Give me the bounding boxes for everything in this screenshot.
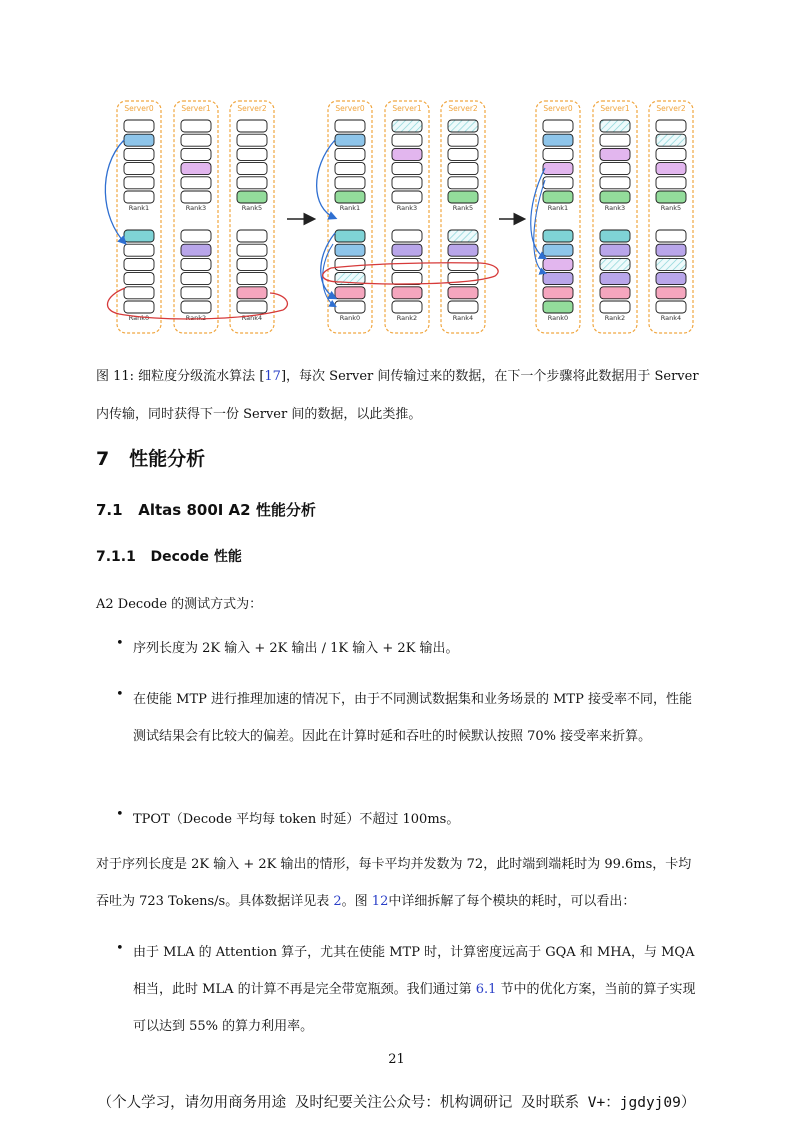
footer-note: （个人学习，请勿用商务用途 及时纪要关注公众号：机构调研记 及时联系 V+：jgdyj09） [97,1095,696,1111]
rank-buffer-cell [181,177,211,189]
rank-buffer-cell [656,134,686,146]
citation-link[interactable]: 17 [264,369,281,384]
bullet-marker: • [116,687,124,702]
rank-buffer-cell [600,163,630,175]
rank-buffer-cell [448,148,478,160]
rank-buffer-cell [656,273,686,285]
rank-label: Rank0 [128,314,150,323]
rank-buffer-cell [543,244,573,256]
rank-buffer-cell [392,163,422,175]
rank-buffer-cell [656,148,686,160]
server-label: Server1 [181,104,211,113]
rank-buffer-cell [600,244,630,256]
rank-buffer-cell [335,244,365,256]
rank-buffer-cell [543,120,573,132]
rank-buffer-cell [124,244,154,256]
rank-buffer-cell [124,287,154,299]
server-label: Server0 [124,104,154,113]
rank-buffer-cell [600,301,630,313]
rank-buffer-cell [181,273,211,285]
rank-buffer-cell [600,120,630,132]
rank-buffer-cell [237,258,267,270]
rank-label: Rank0 [339,314,361,323]
rank-buffer-cell [656,301,686,313]
rank-buffer-cell [181,120,211,132]
rank-buffer-cell [600,287,630,299]
rank-buffer-cell [181,287,211,299]
rank-buffer-cell [448,230,478,242]
rank-buffer-cell [448,177,478,189]
rank-buffer-cell [335,287,365,299]
rank-buffer-cell [124,301,154,313]
rank-buffer-cell [237,191,267,203]
rank-buffer-cell [237,301,267,313]
rank-buffer-cell [124,230,154,242]
rank-buffer-cell [392,177,422,189]
rank-buffer-cell [543,177,573,189]
server-label: Server2 [656,104,686,113]
rank-buffer-cell [392,301,422,313]
rank-buffer-cell [392,191,422,203]
section-heading: 7 性能分析 [96,448,206,470]
rank-buffer-cell [543,258,573,270]
rank-buffer-cell [237,273,267,285]
rank-buffer-cell [237,163,267,175]
rank-buffer-cell [392,134,422,146]
list-item: 序列长度为 2K 输入 + 2K 输出 / 1K 输入 + 2K 输出。 [133,641,459,656]
rank-buffer-cell [543,273,573,285]
figure-ref-link[interactable]: 12 [371,894,389,909]
server-label: Server0 [335,104,365,113]
server-label: Server1 [600,104,630,113]
rank-buffer-cell [543,287,573,299]
rank-label: Rank4 [241,314,263,323]
rank-buffer-cell [124,134,154,146]
rank-buffer-cell [237,287,267,299]
rank-buffer-cell [600,230,630,242]
rank-buffer-cell [181,191,211,203]
server-label: Server1 [392,104,422,113]
rank-buffer-cell [124,120,154,132]
rank-buffer-cell [124,258,154,270]
bullet-marker: • [116,807,124,822]
section-ref-link[interactable]: 6.1 [475,982,497,997]
rank-buffer-cell [124,191,154,203]
rank-buffer-cell [335,230,365,242]
rank-buffer-cell [237,134,267,146]
rank-buffer-cell [124,177,154,189]
rank-buffer-cell [448,287,478,299]
rank-buffer-cell [335,134,365,146]
table-ref-link[interactable]: 2 [333,894,342,909]
rank-buffer-cell [448,163,478,175]
rank-buffer-cell [600,273,630,285]
subsubsection-heading: 7.1.1 Decode 性能 [96,549,242,565]
rank-buffer-cell [335,120,365,132]
rank-buffer-cell [448,258,478,270]
rank-buffer-cell [656,120,686,132]
rank-buffer-cell [600,177,630,189]
transfer-arrow [317,140,335,218]
rank-label: Rank5 [241,204,263,213]
rank-buffer-cell [237,244,267,256]
transfer-arrow [105,140,125,243]
rank-buffer-cell [543,134,573,146]
rank-buffer-cell [543,163,573,175]
rank-buffer-cell [392,258,422,270]
rank-buffer-cell [335,258,365,270]
server-label: Server0 [543,104,573,113]
rank-buffer-cell [600,191,630,203]
rank-buffer-cell [181,148,211,160]
rank-label: Rank5 [660,204,682,213]
pipeline-figure [95,98,700,338]
rank-buffer-cell [600,258,630,270]
rank-buffer-cell [392,230,422,242]
rank-buffer-cell [448,120,478,132]
rank-label: Rank1 [339,204,361,213]
rank-label: Rank4 [660,314,682,323]
bullet-marker: • [116,636,124,651]
rank-buffer-cell [237,177,267,189]
rank-label: Rank3 [604,204,626,213]
rank-buffer-cell [181,244,211,256]
bullet-marker: • [116,941,124,956]
rank-buffer-cell [124,148,154,160]
rank-buffer-cell [543,148,573,160]
rank-buffer-cell [237,230,267,242]
list-item: TPOT（Decode 平均每 token 时延）不超过 100ms。 [133,812,460,827]
rank-label: Rank1 [128,204,150,213]
rank-label: Rank0 [547,314,569,323]
intro-paragraph: A2 Decode 的测试方式为： [96,597,263,612]
rank-label: Rank3 [185,204,207,213]
rank-buffer-cell [181,134,211,146]
page-number: 21 [388,1052,405,1067]
rank-label: Rank5 [452,204,474,213]
server-label: Server2 [448,104,478,113]
rank-buffer-cell [124,163,154,175]
rank-buffer-cell [181,230,211,242]
rank-label: Rank3 [396,204,418,213]
rank-buffer-cell [656,163,686,175]
rank-label: Rank4 [452,314,474,323]
rank-buffer-cell [335,177,365,189]
rank-buffer-cell [335,163,365,175]
rank-buffer-cell [600,134,630,146]
rank-buffer-cell [237,120,267,132]
rank-buffer-cell [448,191,478,203]
server-label: Server2 [237,104,267,113]
rank-buffer-cell [448,134,478,146]
rank-buffer-cell [600,148,630,160]
list-item: 由于 MLA 的 Attention 算子，尤其在使能 MTP 时，计算密度远高于 GQA 和 MHA，与 MQA 相当，此时 MLA 的计算不再是完全带宽瓶颈。我们通过第 6.1 节中的优化方案，当前的算子实现可以达到 55% 的算力利用率。 [133,945,696,1034]
rank-buffer-cell [543,191,573,203]
rank-buffer-cell [181,163,211,175]
rank-buffer-cell [543,230,573,242]
rank-buffer-cell [656,230,686,242]
rank-buffer-cell [392,120,422,132]
rank-buffer-cell [656,287,686,299]
rank-buffer-cell [448,244,478,256]
rank-buffer-cell [181,258,211,270]
rank-buffer-cell [237,148,267,160]
body-paragraph: 对于序列长度是 2K 输入 + 2K 输出的情形，每卡平均并发数为 72，此时端到端耗时为 99.6ms，卡均吞吐为 723 Tokens/s。具体数据详见表 2。图 12中详细拆解了每个模块的耗时，可以看出： [96,857,692,909]
rank-buffer-cell [656,177,686,189]
rank-label: Rank2 [185,314,207,323]
rank-buffer-cell [392,148,422,160]
rank-buffer-cell [448,301,478,313]
rank-buffer-cell [543,301,573,313]
rank-buffer-cell [335,148,365,160]
rank-buffer-cell [124,273,154,285]
figure-caption: 图 11: 细粒度分级流水算法 [17]，每次 Server 间传输过来的数据，在下一个步骤将此数据用于 Server 内传输，同时获得下一份 Server 间的数据，以此类推。 [96,369,699,422]
rank-buffer-cell [335,301,365,313]
rank-buffer-cell [392,273,422,285]
rank-label: Rank2 [604,314,626,323]
rank-label: Rank2 [396,314,418,323]
rank-buffer-cell [656,244,686,256]
rank-buffer-cell [181,301,211,313]
rank-buffer-cell [392,287,422,299]
rank-buffer-cell [656,258,686,270]
list-item: 在使能 MTP 进行推理加速的情况下，由于不同测试数据集和业务场景的 MTP 接受率不同，性能测试结果会有比较大的偏差。因此在计算时延和吞吐的时候默认按照 70% 接受率来折算。 [133,692,692,744]
subsection-heading: 7.1 Altas 800I A2 性能分析 [96,501,316,519]
rank-buffer-cell [392,244,422,256]
rank-buffer-cell [656,191,686,203]
rank-buffer-cell [335,191,365,203]
rank-label: Rank1 [547,204,569,213]
